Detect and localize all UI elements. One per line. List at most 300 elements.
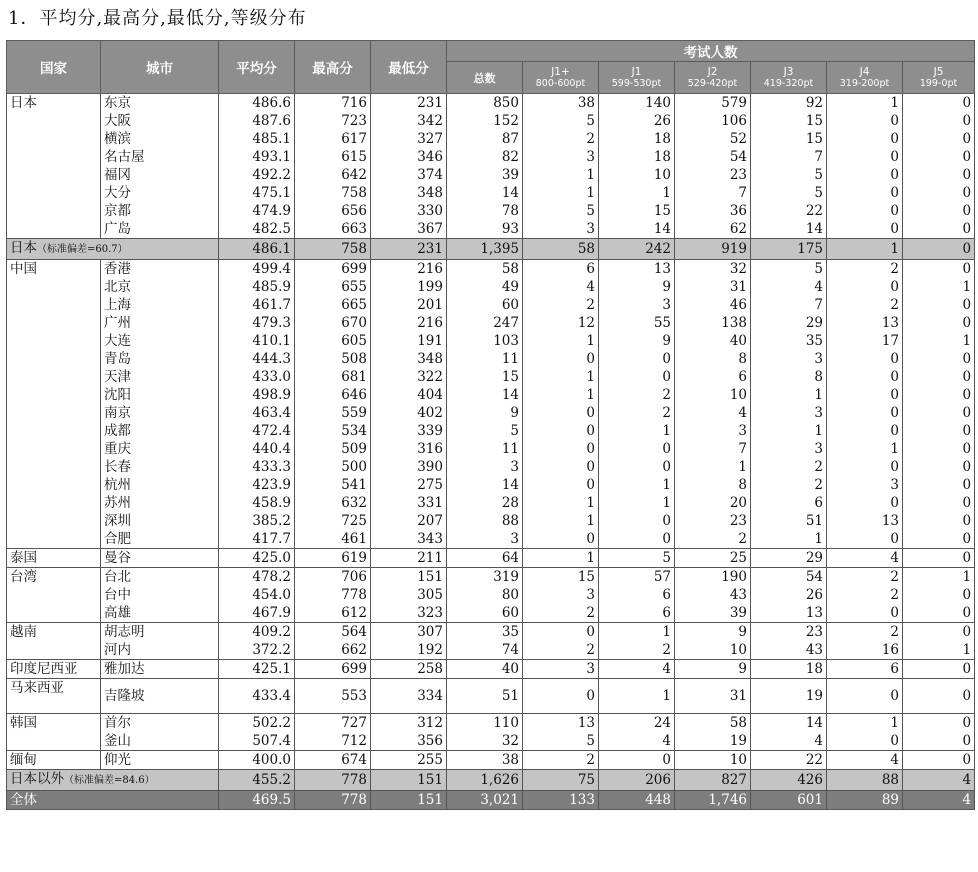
value-cell: 6 <box>675 368 751 386</box>
value-cell: 11 <box>447 440 523 458</box>
value-cell: 152 <box>447 112 523 130</box>
value-cell: 0 <box>903 604 975 623</box>
table-row <box>7 184 975 202</box>
value-cell: 54 <box>675 148 751 166</box>
value-cell: 1 <box>523 166 599 184</box>
table-row <box>7 422 975 440</box>
value-cell: 10 <box>675 751 751 770</box>
value-cell: 3 <box>751 440 827 458</box>
value-cell: 475.1 <box>219 184 295 202</box>
total-value-cell: 4 <box>903 791 975 810</box>
value-cell: 433.4 <box>219 679 295 714</box>
value-cell: 1 <box>599 184 675 202</box>
city-cell: 深圳 <box>101 512 219 530</box>
value-cell: 2 <box>827 586 903 604</box>
value-cell: 11 <box>447 350 523 368</box>
summary-value-cell: 206 <box>599 770 675 791</box>
value-cell: 14 <box>447 184 523 202</box>
summary-value-cell: 1,395 <box>447 239 523 260</box>
value-cell: 1 <box>599 623 675 642</box>
total-value-cell: 3,021 <box>447 791 523 810</box>
value-cell: 6 <box>751 494 827 512</box>
value-cell: 0 <box>903 512 975 530</box>
value-cell: 1 <box>751 422 827 440</box>
header-level-code: J1+ <box>551 65 570 78</box>
header-level-code: J1 <box>631 65 642 78</box>
header-level-range: 599-530pt <box>611 77 662 89</box>
value-cell: 1 <box>523 512 599 530</box>
value-cell: 9 <box>599 278 675 296</box>
value-cell: 1 <box>599 476 675 494</box>
city-cell: 名古屋 <box>101 148 219 166</box>
value-cell: 0 <box>903 94 975 113</box>
value-cell: 541 <box>295 476 371 494</box>
value-cell: 15 <box>751 130 827 148</box>
score-table <box>6 40 975 810</box>
table-row <box>7 260 975 279</box>
value-cell: 472.4 <box>219 422 295 440</box>
value-cell: 93 <box>447 220 523 239</box>
value-cell: 16 <box>827 641 903 660</box>
country-cell: 中国 <box>7 260 101 549</box>
value-cell: 1 <box>751 530 827 549</box>
value-cell: 0 <box>903 112 975 130</box>
total-value-cell: 601 <box>751 791 827 810</box>
value-cell: 4 <box>751 278 827 296</box>
value-cell: 2 <box>751 476 827 494</box>
country-cell: 缅甸 <box>7 751 101 770</box>
table-row <box>7 130 975 148</box>
city-cell: 广州 <box>101 314 219 332</box>
value-cell: 0 <box>599 440 675 458</box>
header-level-j1 <box>599 62 675 94</box>
city-cell: 重庆 <box>101 440 219 458</box>
value-cell: 78 <box>447 202 523 220</box>
summary-value-cell: 455.2 <box>219 770 295 791</box>
value-cell: 0 <box>903 202 975 220</box>
city-cell: 香港 <box>101 260 219 279</box>
table-row <box>7 660 975 679</box>
value-cell: 46 <box>675 296 751 314</box>
value-cell: 4 <box>599 660 675 679</box>
value-cell: 323 <box>371 604 447 623</box>
value-cell: 40 <box>447 660 523 679</box>
value-cell: 1 <box>903 278 975 296</box>
value-cell: 32 <box>675 260 751 279</box>
value-cell: 0 <box>523 440 599 458</box>
value-cell: 4 <box>675 404 751 422</box>
value-cell: 642 <box>295 166 371 184</box>
table-row <box>7 404 975 422</box>
value-cell: 13 <box>523 714 599 733</box>
value-cell: 15 <box>751 112 827 130</box>
value-cell: 8 <box>675 350 751 368</box>
summary-value-cell: 75 <box>523 770 599 791</box>
value-cell: 26 <box>751 586 827 604</box>
value-cell: 0 <box>903 368 975 386</box>
value-cell: 0 <box>523 422 599 440</box>
value-cell: 0 <box>523 404 599 422</box>
value-cell: 7 <box>751 296 827 314</box>
value-cell: 19 <box>675 732 751 751</box>
table-row <box>7 623 975 642</box>
value-cell: 29 <box>751 314 827 332</box>
city-cell: 吉隆坡 <box>101 679 219 714</box>
value-cell: 0 <box>903 714 975 733</box>
value-cell: 670 <box>295 314 371 332</box>
header-level-range: 529-420pt <box>687 77 738 89</box>
value-cell: 0 <box>827 530 903 549</box>
value-cell: 15 <box>523 568 599 587</box>
value-cell: 1 <box>599 422 675 440</box>
value-cell: 662 <box>295 641 371 660</box>
value-cell: 0 <box>903 440 975 458</box>
value-cell: 0 <box>903 476 975 494</box>
summary-row <box>7 770 975 791</box>
value-cell: 23 <box>675 166 751 184</box>
value-cell: 440.4 <box>219 440 295 458</box>
value-cell: 0 <box>827 732 903 751</box>
value-cell: 319 <box>447 568 523 587</box>
value-cell: 12 <box>523 314 599 332</box>
value-cell: 479.3 <box>219 314 295 332</box>
summary-label-cell <box>7 770 219 791</box>
city-cell: 上海 <box>101 296 219 314</box>
value-cell: 485.1 <box>219 130 295 148</box>
value-cell: 0 <box>523 476 599 494</box>
value-cell: 559 <box>295 404 371 422</box>
summary-value-cell: 175 <box>751 239 827 260</box>
table-row <box>7 714 975 733</box>
value-cell: 22 <box>751 751 827 770</box>
city-cell: 南京 <box>101 404 219 422</box>
value-cell: 36 <box>675 202 751 220</box>
value-cell: 3 <box>447 458 523 476</box>
table-row <box>7 641 975 660</box>
value-cell: 29 <box>751 549 827 568</box>
header-level-j5 <box>903 62 975 94</box>
value-cell: 725 <box>295 512 371 530</box>
value-cell: 716 <box>295 94 371 113</box>
value-cell: 0 <box>903 494 975 512</box>
value-cell: 498.9 <box>219 386 295 404</box>
value-cell: 4 <box>827 549 903 568</box>
header-max: 最高分 <box>295 41 371 94</box>
value-cell: 207 <box>371 512 447 530</box>
table-row <box>7 732 975 751</box>
value-cell: 348 <box>371 184 447 202</box>
value-cell: 74 <box>447 641 523 660</box>
city-cell: 台北 <box>101 568 219 587</box>
country-cell: 越南 <box>7 623 101 660</box>
value-cell: 1 <box>827 94 903 113</box>
value-cell: 553 <box>295 679 371 714</box>
total-label-cell: 全体 <box>7 791 219 810</box>
value-cell: 400.0 <box>219 751 295 770</box>
value-cell: 467.9 <box>219 604 295 623</box>
value-cell: 0 <box>903 314 975 332</box>
value-cell: 656 <box>295 202 371 220</box>
value-cell: 3 <box>751 350 827 368</box>
value-cell: 758 <box>295 184 371 202</box>
header-level-range: 199-0pt <box>919 77 958 89</box>
value-cell: 0 <box>903 732 975 751</box>
summary-value-cell: 1,626 <box>447 770 523 791</box>
value-cell: 1 <box>523 332 599 350</box>
value-cell: 51 <box>447 679 523 714</box>
value-cell: 0 <box>903 130 975 148</box>
value-cell: 305 <box>371 586 447 604</box>
value-cell: 0 <box>903 386 975 404</box>
value-cell: 26 <box>599 112 675 130</box>
value-cell: 38 <box>447 751 523 770</box>
table-row <box>7 604 975 623</box>
value-cell: 14 <box>751 220 827 239</box>
value-cell: 2 <box>523 130 599 148</box>
table-row <box>7 458 975 476</box>
value-cell: 699 <box>295 260 371 279</box>
table-row <box>7 278 975 296</box>
value-cell: 14 <box>751 714 827 733</box>
value-cell: 25 <box>675 549 751 568</box>
value-cell: 417.7 <box>219 530 295 549</box>
value-cell: 40 <box>675 332 751 350</box>
city-cell: 天津 <box>101 368 219 386</box>
value-cell: 0 <box>827 350 903 368</box>
value-cell: 2 <box>599 386 675 404</box>
city-cell: 苏州 <box>101 494 219 512</box>
total-row <box>7 791 975 810</box>
value-cell: 322 <box>371 368 447 386</box>
value-cell: 3 <box>523 148 599 166</box>
value-cell: 5 <box>523 732 599 751</box>
value-cell: 14 <box>599 220 675 239</box>
value-cell: 3 <box>827 476 903 494</box>
summary-value-cell: 426 <box>751 770 827 791</box>
country-cell: 泰国 <box>7 549 101 568</box>
page-title: 1．平均分,最高分,最低分,等级分布 <box>8 8 307 29</box>
value-cell: 1 <box>599 494 675 512</box>
value-cell: 0 <box>599 530 675 549</box>
value-cell: 493.1 <box>219 148 295 166</box>
value-cell: 35 <box>751 332 827 350</box>
value-cell: 444.3 <box>219 350 295 368</box>
value-cell: 39 <box>675 604 751 623</box>
value-cell: 3 <box>523 660 599 679</box>
value-cell: 18 <box>751 660 827 679</box>
value-cell: 10 <box>675 641 751 660</box>
value-cell: 38 <box>523 94 599 113</box>
value-cell: 19 <box>751 679 827 714</box>
value-cell: 674 <box>295 751 371 770</box>
value-cell: 92 <box>751 94 827 113</box>
total-value-cell: 448 <box>599 791 675 810</box>
value-cell: 461 <box>295 530 371 549</box>
value-cell: 2 <box>827 260 903 279</box>
header-country: 国家 <box>7 41 101 94</box>
value-cell: 151 <box>371 568 447 587</box>
value-cell: 1 <box>523 549 599 568</box>
value-cell: 4 <box>523 278 599 296</box>
value-cell: 7 <box>675 440 751 458</box>
value-cell: 6 <box>827 660 903 679</box>
value-cell: 23 <box>751 623 827 642</box>
value-cell: 778 <box>295 586 371 604</box>
summary-value-cell: 1 <box>827 239 903 260</box>
city-cell: 长春 <box>101 458 219 476</box>
header-level-code: J2 <box>707 65 718 78</box>
country-cell: 台湾 <box>7 568 101 623</box>
value-cell: 343 <box>371 530 447 549</box>
value-cell: 7 <box>675 184 751 202</box>
value-cell: 5 <box>523 202 599 220</box>
value-cell: 6 <box>599 604 675 623</box>
city-cell: 釜山 <box>101 732 219 751</box>
header-level-range: 800-600pt <box>535 77 586 89</box>
value-cell: 3 <box>751 404 827 422</box>
value-cell: 0 <box>523 350 599 368</box>
city-cell: 台中 <box>101 586 219 604</box>
table-row <box>7 679 975 714</box>
value-cell: 31 <box>675 278 751 296</box>
value-cell: 2 <box>523 604 599 623</box>
value-cell: 0 <box>903 751 975 770</box>
table-row <box>7 350 975 368</box>
summary-value-cell: 231 <box>371 239 447 260</box>
value-cell: 3 <box>523 586 599 604</box>
city-cell: 沈阳 <box>101 386 219 404</box>
value-cell: 18 <box>599 130 675 148</box>
value-cell: 1 <box>827 714 903 733</box>
summary-value-cell: 486.1 <box>219 239 295 260</box>
value-cell: 0 <box>903 549 975 568</box>
table-row <box>7 440 975 458</box>
value-cell: 0 <box>523 458 599 476</box>
value-cell: 0 <box>903 350 975 368</box>
value-cell: 88 <box>447 512 523 530</box>
value-cell: 4 <box>599 732 675 751</box>
value-cell: 201 <box>371 296 447 314</box>
header-level-code: J5 <box>933 65 944 78</box>
header-level-code: J4 <box>859 65 870 78</box>
value-cell: 2 <box>523 751 599 770</box>
value-cell: 390 <box>371 458 447 476</box>
value-cell: 199 <box>371 278 447 296</box>
value-cell: 485.9 <box>219 278 295 296</box>
value-cell: 699 <box>295 660 371 679</box>
value-cell: 502.2 <box>219 714 295 733</box>
value-cell: 342 <box>371 112 447 130</box>
city-cell: 大分 <box>101 184 219 202</box>
value-cell: 0 <box>903 220 975 239</box>
value-cell: 211 <box>371 549 447 568</box>
value-cell: 409.2 <box>219 623 295 642</box>
value-cell: 0 <box>903 458 975 476</box>
value-cell: 0 <box>903 148 975 166</box>
value-cell: 331 <box>371 494 447 512</box>
value-cell: 0 <box>599 751 675 770</box>
city-cell: 福冈 <box>101 166 219 184</box>
value-cell: 312 <box>371 714 447 733</box>
value-cell: 10 <box>675 386 751 404</box>
value-cell: 2 <box>599 404 675 422</box>
header-city: 城市 <box>101 41 219 94</box>
value-cell: 54 <box>751 568 827 587</box>
value-cell: 87 <box>447 130 523 148</box>
value-cell: 192 <box>371 641 447 660</box>
value-cell: 0 <box>827 166 903 184</box>
value-cell: 579 <box>675 94 751 113</box>
table-row <box>7 386 975 404</box>
value-cell: 231 <box>371 94 447 113</box>
table-row <box>7 94 975 113</box>
value-cell: 9 <box>675 623 751 642</box>
value-cell: 646 <box>295 386 371 404</box>
header-level-code: J3 <box>783 65 794 78</box>
summary-value-cell: 242 <box>599 239 675 260</box>
summary-value-cell: 778 <box>295 770 371 791</box>
value-cell: 425.0 <box>219 549 295 568</box>
value-cell: 632 <box>295 494 371 512</box>
value-cell: 23 <box>675 512 751 530</box>
table-header <box>7 41 975 94</box>
value-cell: 665 <box>295 296 371 314</box>
value-cell: 216 <box>371 314 447 332</box>
value-cell: 423.9 <box>219 476 295 494</box>
value-cell: 2 <box>523 641 599 660</box>
value-cell: 1 <box>903 332 975 350</box>
value-cell: 1 <box>523 184 599 202</box>
table-row <box>7 476 975 494</box>
value-cell: 275 <box>371 476 447 494</box>
value-cell: 62 <box>675 220 751 239</box>
value-cell: 1 <box>599 679 675 714</box>
table-row <box>7 494 975 512</box>
value-cell: 13 <box>751 604 827 623</box>
summary-value-cell: 151 <box>371 770 447 791</box>
total-value-cell: 89 <box>827 791 903 810</box>
value-cell: 5 <box>751 184 827 202</box>
header-level-j1-plus <box>523 62 599 94</box>
city-cell: 高雄 <box>101 604 219 623</box>
value-cell: 57 <box>599 568 675 587</box>
city-cell: 曼谷 <box>101 549 219 568</box>
value-cell: 0 <box>903 260 975 279</box>
value-cell: 0 <box>903 404 975 422</box>
value-cell: 0 <box>827 368 903 386</box>
table-body <box>7 94 975 810</box>
value-cell: 655 <box>295 278 371 296</box>
value-cell: 0 <box>903 530 975 549</box>
value-cell: 454.0 <box>219 586 295 604</box>
city-cell: 成都 <box>101 422 219 440</box>
value-cell: 346 <box>371 148 447 166</box>
city-cell: 大阪 <box>101 112 219 130</box>
value-cell: 3 <box>599 296 675 314</box>
value-cell: 2 <box>827 296 903 314</box>
total-value-cell: 469.5 <box>219 791 295 810</box>
city-cell: 合肥 <box>101 530 219 549</box>
value-cell: 0 <box>903 422 975 440</box>
value-cell: 327 <box>371 130 447 148</box>
value-cell: 2 <box>751 458 827 476</box>
value-cell: 433.0 <box>219 368 295 386</box>
value-cell: 0 <box>827 184 903 202</box>
value-cell: 2 <box>827 623 903 642</box>
city-cell: 胡志明 <box>101 623 219 642</box>
value-cell: 0 <box>903 586 975 604</box>
city-cell: 河内 <box>101 641 219 660</box>
